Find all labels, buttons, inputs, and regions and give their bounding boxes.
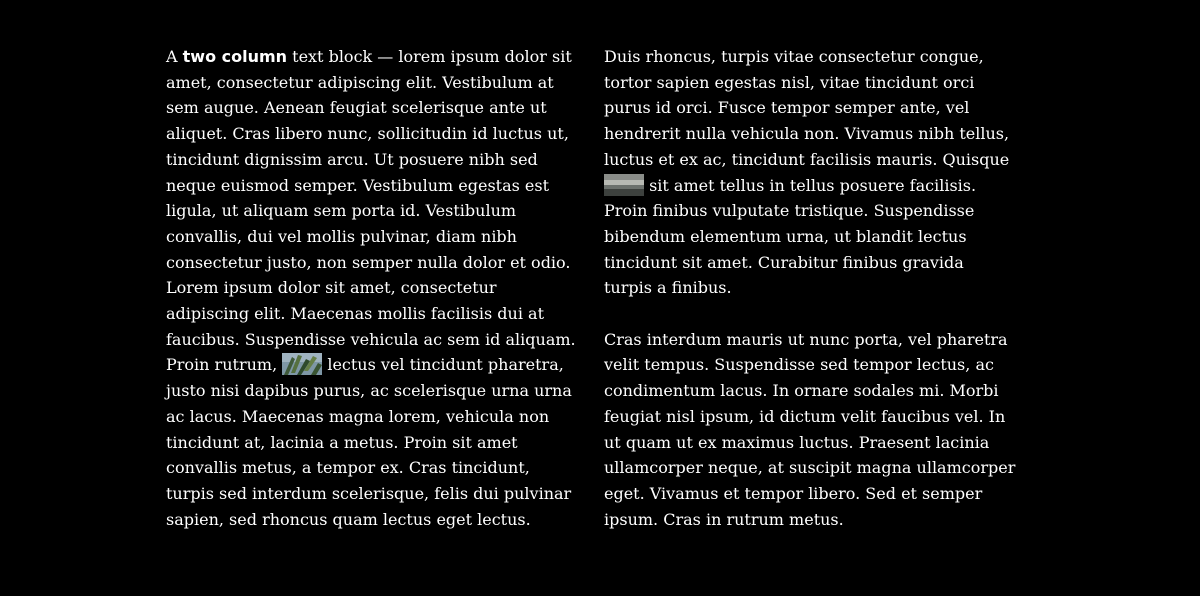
intro-text: A bbox=[166, 47, 183, 66]
left-text-before-image: text block — lorem ipsum dolor sit amet, consectetur adipiscing elit. Vestibulum at sem augue. Aenean feugiat scelerisque ante ut aliquet. Cras libero nunc, sollicitudin id luctus ut, tincidunt dignissim arcu. Ut posuere nibh sed neque euismod semper. Vestibulum egestas est ligula, ut aliquam sem porta id. Vestibulum convallis, dui vel mollis pulvinar, diam nibh consectetur justo, non semper nulla dolor et odio. Lorem ipsum dolor sit amet, consectetur adipiscing elit. Maecenas mollis facilisis dui at faucibus. Suspendisse vehicula ac sem id aliquam. Proin rutrum, bbox=[166, 47, 576, 375]
seascape-thumbnail bbox=[604, 174, 644, 196]
left-paragraph-1 bbox=[166, 44, 578, 532]
right-text-after-image: sit amet tellus in tellus posuere facilisis. Proin finibus vulputate tristique. Suspendisse bibendum elementum urna, ut blandit lectus tincidunt sit amet. Curabitur finibus gravida turpis a finibus. bbox=[604, 175, 977, 298]
left-text-after-image: lectus vel tincidunt pharetra, justo nisi dapibus purus, ac scelerisque urna urna ac lacus. Maecenas magna lorem, vehicula non tincidunt at, lacinia a metus. Proin sit amet convallis metus, a tempor ex. Cras tincidunt, turpis sed interdum scelerisque, felis dui pulvinar sapien, sed rhoncus quam lectus eget lectus. bbox=[166, 355, 572, 529]
right-paragraph-1 bbox=[604, 44, 1016, 301]
two-column-text-block bbox=[166, 44, 1016, 532]
bold-phrase: two column bbox=[182, 47, 288, 66]
palm-leaves-thumbnail bbox=[282, 353, 322, 375]
right-column bbox=[604, 44, 1016, 532]
right-text-before-image: Duis rhoncus, turpis vitae consectetur congue, tortor sapien egestas nisl, vitae tincidunt orci purus id orci. Fusce tempor semper ante, vel hendrerit nulla vehicula non. Vivamus nibh tellus, luctus et ex ac, tincidunt facilisis mauris. Quisque bbox=[604, 47, 1010, 169]
right-paragraph-2: Cras interdum mauris ut nunc porta, vel pharetra velit tempus. Suspendisse sed tempor lectus, ac condimentum lacus. In ornare sodales mi. Morbi feugiat nisl ipsum, id dictum velit faucibus vel. In ut quam ut ex maximus luctus. Praesent lacinia ullamcorper neque, at suscipit magna ullamcorper eget. Vivamus et tempor libero. Sed et semper ipsum. Cras in rutrum metus. bbox=[604, 329, 1016, 529]
left-column bbox=[166, 44, 578, 532]
